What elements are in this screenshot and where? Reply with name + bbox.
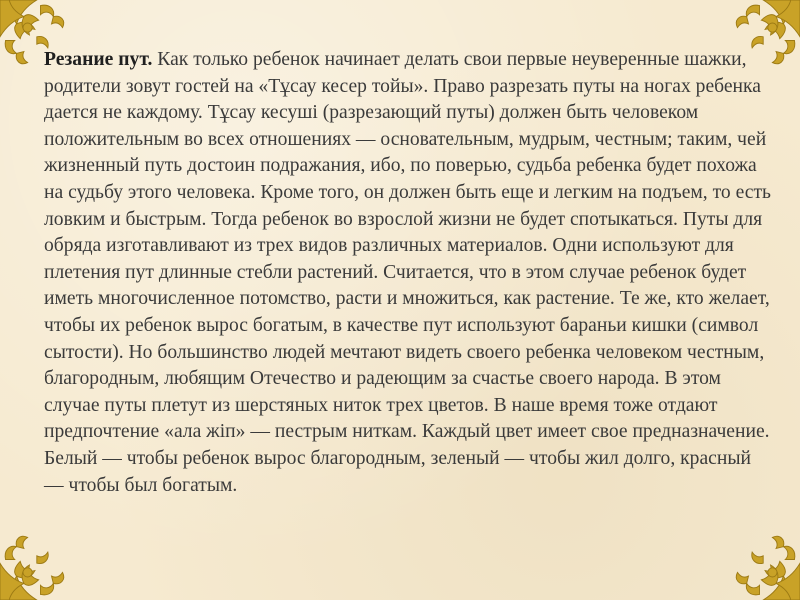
paragraph-body: Как только ребенок начинает делать свои первые неуверенные шажки, родители зовут гостей на «Тұсау кесер тойы». Право разрезать путы на ногах ребенка дается не каждому. Тұсау кесуші (разрезающий путы) должен быть человеком положительным во всех отношениях — основательным, мудрым, честным; таким, чей жизненный путь достоин подражания, ибо, по поверью, судьба ребенка будет похожа на судьбу этого человека. Кроме того, он должен быть еще и легким на подъем, то есть ловким и быстрым. Тогда ребенок во взрослой жизни не будет спотыкаться. Путы для обряда изготавливают из трех видов различных материалов. Одни используют для плетения пут длинные стебли растений. Считается, что в этом случае ребенок будет иметь многочисленное потомство, расти и множиться, как растение. Те же, кто желает, чтобы их ребенок вырос богатым, в качестве пут используют бараньи кишки (символ сытости). Но большинство людей мечтают видеть своего ребенка человеком честным, благородным, любящим Отечество и радеющим за счастье своего народа. В этом случае путы плетут из шерстяных ниток трех цветов. В наше время тоже отдают предпочтение «ала жіп» — пестрым ниткам. Каждый цвет имеет свое предназначение. Белый — чтобы ребенок вырос благородным, зеленый — чтобы жил долго, красный — чтобы был богатым.: [44, 49, 771, 496]
paragraph-title: Резание пут.: [44, 49, 158, 70]
main-paragraph: [44, 47, 772, 499]
corner-ornament-bottom-left-icon: [0, 508, 92, 600]
corner-ornament-bottom-right-icon: [708, 508, 800, 600]
